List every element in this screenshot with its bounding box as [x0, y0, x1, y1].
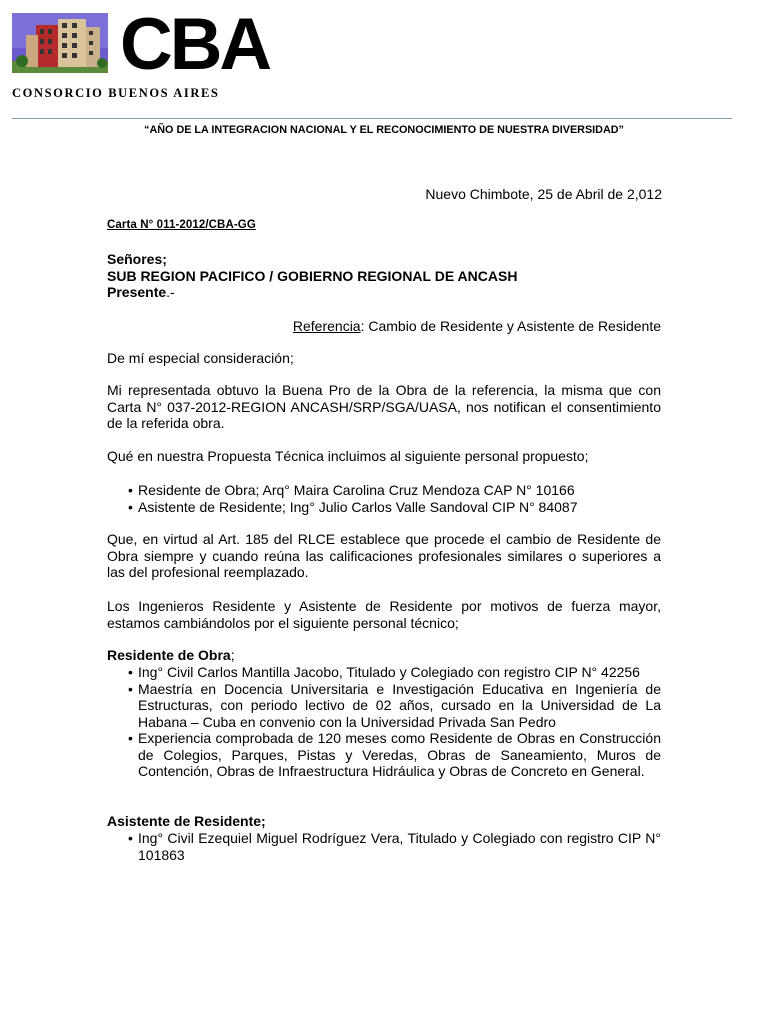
list-item-text: Ing° Civil Carlos Mantilla Jacobo, Titulado y Colegiado con registro CIP N° 42256 — [138, 664, 640, 680]
paragraph-propuesta: Qué en nuestra Propuesta Técnica incluimos al siguiente personal propuesto; — [107, 448, 589, 464]
residente-list — [107, 664, 661, 780]
bullet: • — [128, 664, 133, 680]
residente-heading — [107, 647, 661, 664]
list-item-text: Ing° Civil Ezequiel Miguel Rodríguez Vera, Titulado y Colegiado con registro CIP N° 101863 — [138, 830, 661, 863]
list-item-text: Residente de Obra; Arq° Maira Carolina Cruz Mendoza CAP N° 10166 — [138, 482, 575, 498]
list-item — [107, 482, 661, 499]
presente-suffix: .- — [166, 284, 175, 300]
list-item-text: Experiencia comprobada de 120 meses como Residente de Obras en Construcción de Colegios, Parques, Pistas y Veredas, Obras de Saneamiento, Muros de Contención, Obras de Infraestructura Hidráulica y Obras de Concreto en General. — [138, 730, 661, 779]
company-logo — [12, 4, 312, 85]
bullet: • — [128, 830, 133, 846]
list-item — [107, 830, 661, 863]
residente-heading-text: Residente de Obra — [107, 647, 231, 663]
list-item — [107, 681, 661, 731]
company-name: CONSORCIO BUENOS AIRES — [12, 86, 220, 100]
logo-wordmark: CBA — [120, 4, 270, 85]
paragraph-cambio: Los Ingenieros Residente y Asistente de Residente por motivos de fuerza mayor, estamos cambiándolos por el siguiente personal técnico; — [107, 598, 661, 631]
residente-heading-suffix: ; — [230, 647, 235, 663]
bullet: • — [128, 730, 133, 746]
header-divider — [12, 118, 732, 119]
presente-word: Presente — [107, 284, 167, 300]
paragraph-buena-pro: Mi representada obtuvo la Buena Pro de la Obra de la referencia, la misma que con Carta N° 037-2012-REGION ANCASH/SRP/SGA/UASA, nos notifican el consentimiento de la referida obra. — [107, 382, 661, 431]
greeting: Señores; — [107, 251, 167, 267]
recipient: SUB REGION PACIFICO / GOBIERNO REGIONAL DE ANCASH — [107, 268, 518, 284]
bullet: • — [128, 482, 133, 498]
asistente-heading: Asistente de Residente; — [107, 813, 266, 829]
list-item-text: Maestría en Docencia Universitaria e Investigación Educativa en Ingeniería de Estructuras, con periodo lectivo de 02 años, cursado en la Universidad de La Habana – Cuba en convenio con la Universidad Privada San Pedro — [138, 680, 661, 730]
list-item — [107, 664, 661, 681]
proposed-staff-list — [107, 482, 661, 515]
paragraph-rlce: Que, en virtud al Art. 185 del RLCE establece que procede el cambio de Residente de Obra siempre y cuando reúna las calificaciones profesionales similares o superiores a las del profesional reemplazado. — [107, 531, 661, 580]
list-item-text: Asistente de Residente; Ing° Julio Carlos Valle Sandoval CIP N° 84087 — [138, 498, 578, 515]
reference-text: : Cambio de Residente y Asistente de Residente — [360, 318, 661, 334]
salutation: De mí especial consideración; — [107, 350, 294, 366]
building-logo-image — [12, 13, 108, 73]
list-item — [107, 730, 661, 780]
bullet: • — [128, 498, 133, 515]
reference-label: Referencia — [292, 318, 361, 334]
reference-line — [107, 318, 661, 335]
asistente-list — [107, 830, 661, 863]
letter-date: Nuevo Chimbote, 25 de Abril de 2,012 — [425, 186, 662, 202]
letter-number: Carta N° 011-2012/CBA-GG — [107, 219, 256, 231]
presente-line — [107, 284, 661, 301]
bullet: • — [128, 680, 133, 697]
year-motto: “AÑO DE LA INTEGRACION NACIONAL Y EL RECONOCIMIENTO DE NUESTRA DIVERSIDAD” — [144, 124, 624, 136]
list-item — [107, 499, 661, 516]
